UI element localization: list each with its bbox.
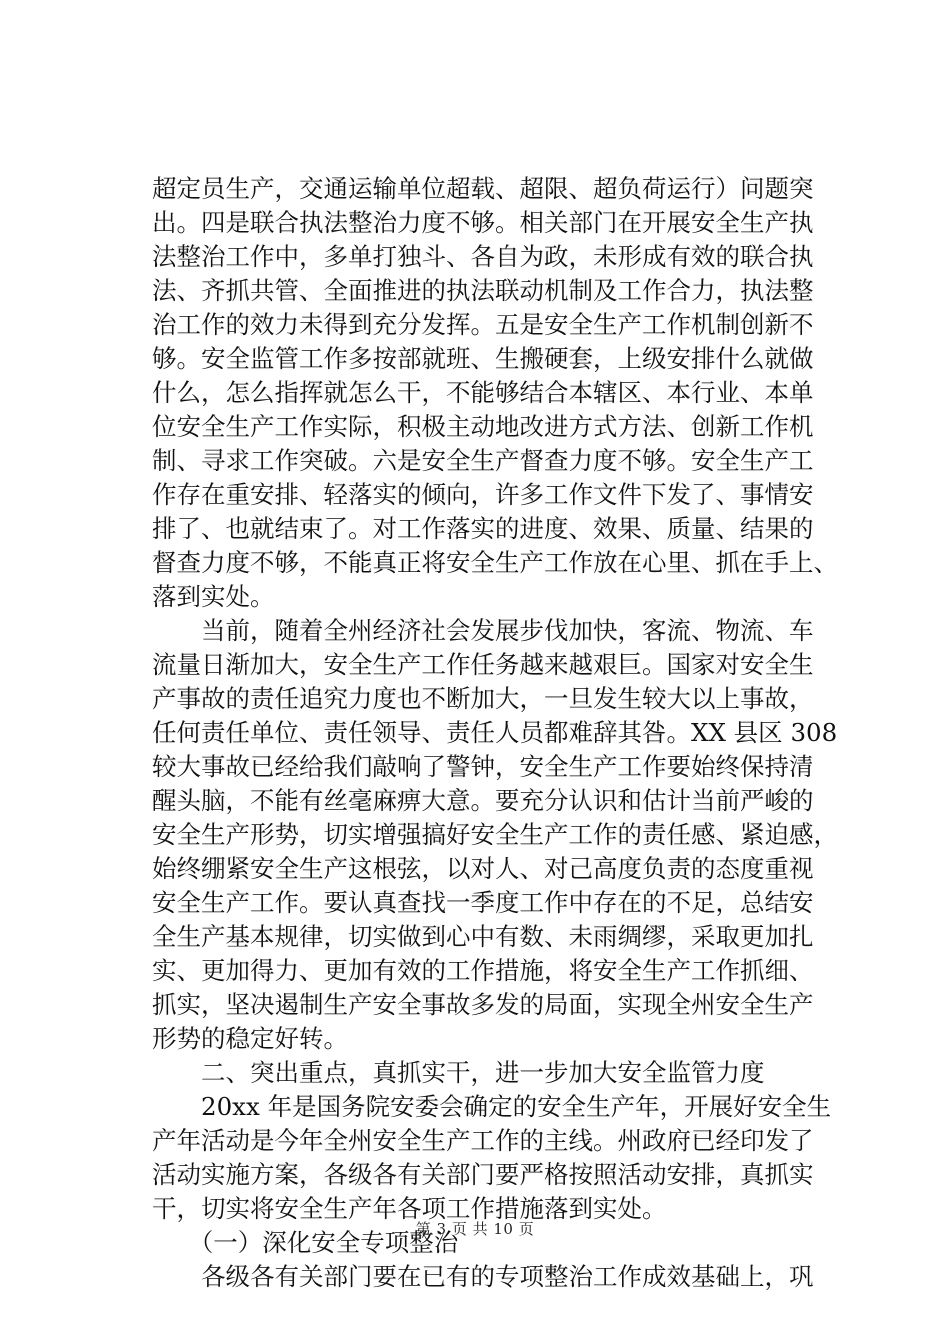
text-line: 干，切实将安全生产年各项工作措施落到实处。 [152, 1194, 667, 1223]
text-line: 产年活动是今年全州安全生产工作的主线。州政府已经印发了 [152, 1126, 814, 1155]
paragraph-start-line: 当前，随着全州经济社会发展步伐加快，客流、物流、车 [152, 616, 814, 645]
paragraph-start-line: 20xx 年是国务院安委会确定的安全生产年，开展好安全生 [152, 1092, 832, 1121]
text-line: 产事故的责任追究力度也不断加大，一旦发生较大以上事故， [152, 684, 814, 713]
text-line: 醒头脑，不能有丝毫麻痹大意。要充分认识和估计当前严峻的 [152, 786, 814, 815]
subsection-heading: （一）深化安全专项整治 [152, 1228, 459, 1257]
text-line: 作存在重安排、轻落实的倾向，许多工作文件下发了、事情安 [152, 480, 814, 509]
document-body [152, 172, 842, 1294]
text-line: 全生产基本规律，切实做到心中有数、未雨绸缪，采取更加扎 [152, 922, 814, 951]
text-line: 流量日渐加大，安全生产工作任务越来越艰巨。国家对安全生 [152, 650, 814, 679]
text-line: 治工作的效力未得到充分发挥。五是安全生产工作机制创新不 [152, 310, 814, 339]
section-heading: 二、突出重点，真抓实干，进一步加大安全监管力度 [152, 1058, 765, 1087]
page-footer: 第 3 页 共 10 页 [415, 1220, 535, 1238]
text-line: 排了、也就结束了。对工作落实的进度、效果、质量、结果的 [152, 514, 814, 543]
text-line: 安全生产工作。要认真查找一季度工作中存在的不足，总结安 [152, 888, 814, 917]
text-line: 较大事故已经给我们敲响了警钟，安全生产工作要始终保持清 [152, 752, 814, 781]
text-line: 法整治工作中，多单打独斗、各自为政，未形成有效的联合执 [152, 242, 814, 271]
text-line: 法、齐抓共管、全面推进的执法联动机制及工作合力，执法整 [152, 276, 814, 305]
text-line: 任何责任单位、责任领导、责任人员都难辞其咎。XX 县区 308 [152, 718, 838, 747]
text-line: 始终绷紧安全生产这根弦，以对人、对己高度负责的态度重视 [152, 854, 814, 883]
paragraph-start-line: 各级各有关部门要在已有的专项整治工作成效基础上，巩 [152, 1262, 814, 1291]
text-line: 够。安全监管工作多按部就班、生搬硬套，上级安排什么就做 [152, 344, 814, 373]
text-line: 出。四是联合执法整治力度不够。相关部门在开展安全生产执 [152, 208, 814, 237]
text-line: 落到实处。 [152, 582, 275, 611]
text-line: 什么，怎么指挥就怎么干，不能够结合本辖区、本行业、本单 [152, 378, 814, 407]
text-line: 安全生产形势，切实增强搞好安全生产工作的责任感、紧迫感， [152, 820, 838, 849]
text-line: 制、寻求工作突破。六是安全生产督查力度不够。安全生产工 [152, 446, 814, 475]
text-line: 位安全生产工作实际，积极主动地改进方式方法、创新工作机 [152, 412, 814, 441]
text-line: 抓实，坚决遏制生产安全事故多发的局面，实现全州安全生产 [152, 990, 814, 1019]
text-line: 形势的稳定好转。 [152, 1024, 348, 1053]
text-line: 实、更加得力、更加有效的工作措施，将安全生产工作抓细、 [152, 956, 814, 985]
text-line: 超定员生产，交通运输单位超载、超限、超负荷运行）问题突 [152, 174, 814, 203]
text-line: 活动实施方案，各级各有关部门要严格按照活动安排，真抓实 [152, 1160, 814, 1189]
text-line: 督查力度不够，不能真正将安全生产工作放在心里、抓在手上、 [152, 548, 838, 577]
